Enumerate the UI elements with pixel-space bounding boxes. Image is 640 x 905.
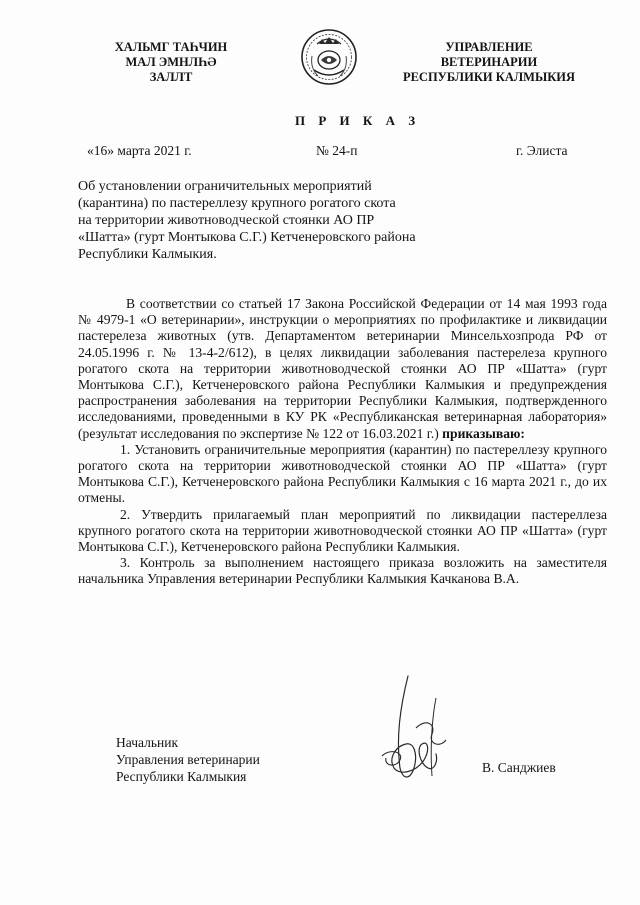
order-subject xyxy=(78,178,458,263)
header-right xyxy=(394,40,584,85)
subject-line: Республики Калмыкия. xyxy=(78,247,217,262)
subject-line: на территории животноводческой стоянки АО ПР xyxy=(78,213,375,228)
signatory-line: Управления ветеринарии xyxy=(116,752,260,767)
preamble-text: В соответствии со статьей 17 Закона Российской Федерации от 14 мая 1993 года № 4979-1 «О ветеринарии», инструкции о мероприятиях по профилактике и ликвидации пастерелеза животных (утв. Департаментом ветеринарии Минсельхозпрода РФ от 24.05.1996 г. № 13-4-2/612), в целях ликвидации заболевания пастерелеза крупного рогатого скота на территории животноводческой стоянки АО ПР «Шатта» (гурт Монтыкова С.Г.), Кетченеровского района Республики Калмыкия и предупреждения распространения заболевания на территории Республики Калмыкия, подтвержденного исследованиями, проведенными в КУ РК «Республиканская ветеринарная лаборатория» (результат исследования по экспертизе № 122 от 16.03.2021 г.) xyxy=(78,296,607,441)
signatory-line: Республики Калмыкия xyxy=(116,769,247,784)
header-right-line: ВЕТЕРИНАРИИ xyxy=(440,55,538,69)
order-item-2: 2. Утвердить прилагаемый план мероприятий по ликвидации пастереллеза крупного рогатого скота на территории животноводческой стоянки АО ПР «Шатта» (гурт Монтыкова С.Г.), Кетченеровского района Республики Калмыкия. xyxy=(78,506,607,555)
subject-line: «Шатта» (гурт Монтыкова С.Г.) Кетченеровского района xyxy=(78,230,416,245)
signatory-name: В. Санджиев xyxy=(482,760,556,775)
order-date: «16» марта 2021 г. xyxy=(87,143,192,158)
header-right-line: РЕСПУБЛИКИ КАЛМЫКИЯ xyxy=(402,70,576,84)
orders-word: приказываю: xyxy=(442,425,525,441)
subject-line: (карантина) по пастереллезу крупного рогатого скота xyxy=(78,196,396,211)
order-number: № 24-п xyxy=(316,143,358,158)
order-item-3: 3. Контроль за выполнением настоящего приказа возложить на заместителя начальника Управления ветеринарии Республики Калмыкия Качканова В.А. xyxy=(78,555,607,587)
header-left-line: ХАЛЬМГ ТАҺЧИН xyxy=(114,40,228,54)
order-body xyxy=(78,296,607,588)
order-city: г. Элиста xyxy=(516,143,568,158)
subject-line: Об установлении ограничительных мероприятий xyxy=(78,179,372,194)
kalmykia-coat-of-arms-icon xyxy=(300,26,358,88)
preamble-paragraph xyxy=(78,296,607,442)
order-item-1: 1. Установить ограничительные мероприятия (карантин) по пастереллезу крупного рогатого скота на территории животноводческой стоянки АО ПР «Шатта» (гурт Монтыкова С.Г.), Кетченеровского района Республики Калмыкия с 16 марта 2021 г., до их отмены. xyxy=(78,441,607,506)
signatory-line: Начальник xyxy=(116,735,179,750)
header-left-line: МАЛ ЭМНЛҺӘ xyxy=(125,55,217,69)
signatory-position xyxy=(116,734,260,785)
handwritten-signature xyxy=(370,668,460,788)
document-title: П Р И К А З xyxy=(295,113,421,128)
header-left xyxy=(86,40,256,85)
header-right-line: УПРАВЛЕНИЕ xyxy=(445,40,533,54)
header-left-line: ЗАЛЛТ xyxy=(149,70,193,84)
